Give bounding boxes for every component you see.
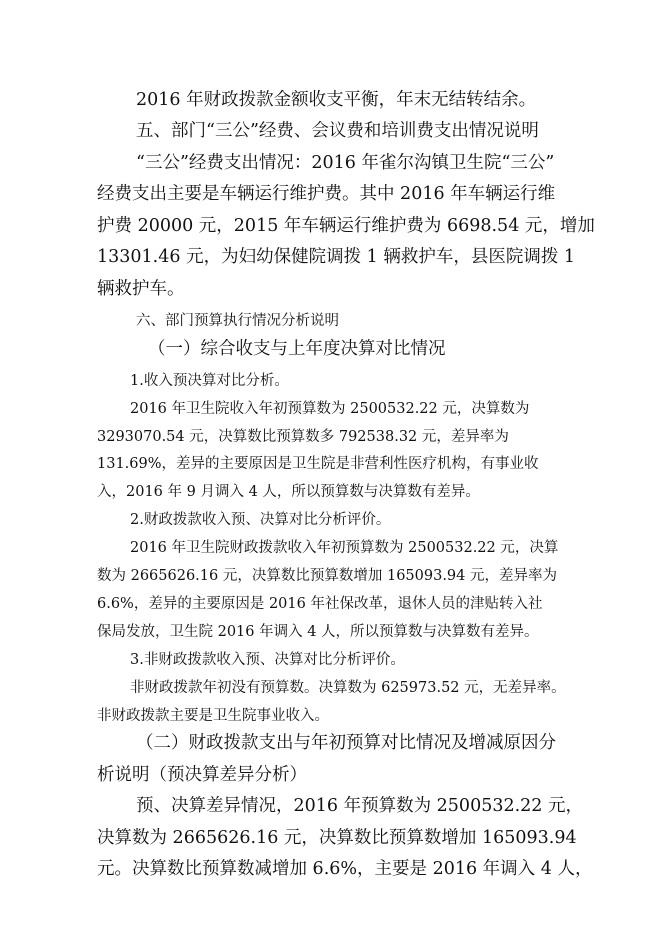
subsection-heading: （一）综合收支与上年度决算对比情况: [148, 339, 446, 359]
text-line: 决算数为 2665626.16 元，决算数比预算数增加 165093.94: [97, 828, 577, 848]
text-line: 2016 年卫生院财政拨款收入年初预算数为 2500532.22 元，决算: [130, 540, 559, 556]
text-line: 辆救护车。: [97, 279, 185, 299]
text-line: 2016 年卫生院收入年初预算数为 2500532.22 元，决算数为: [130, 401, 530, 417]
text-line: 元。决算数比预算数减增加 6.6%，主要是 2016 年调入 4 人，: [97, 859, 593, 879]
text-line: 3293070.54 元，决算数比预算数多 792538.32 元，差异率为: [97, 429, 509, 445]
text-line: 经费支出主要是车辆运行维护费。其中 2016 年车辆运行维: [97, 184, 556, 204]
text-line: 13301.46 元，为妇幼保健院调拨 1 辆救护车，县医院调拨 1: [97, 247, 576, 267]
text-line: 保局发放，卫生院 2016 年调入 4 人，所以预算数与决算数有差异。: [97, 624, 539, 640]
text-line: 护费 20000 元，2015 年车辆运行维护费为 6698.54 元，增加: [97, 216, 595, 236]
text-line: “三公”经费支出情况：2016 年雀尔沟镇卫生院“三公”: [136, 153, 555, 173]
section-heading: 六、部门预算执行情况分析说明: [136, 313, 339, 329]
text-line: 1.收入预决算对比分析。: [130, 373, 289, 389]
text-line: 131.69%，差异的主要原因是卫生院是非营利性医疗机构，有事业收: [97, 456, 539, 472]
text-line: 3.非财政拨款收入预、决算对比分析评价。: [130, 652, 405, 668]
text-line: 预、决算差异情况，2016 年预算数为 2500532.22 元，: [136, 796, 583, 816]
text-line: 数为 2665626.16 元，决算数比预算数增加 165093.94 元，差异率为: [97, 568, 557, 584]
text-line: 2016 年财政拨款金额收支平衡，年末无结转结余。: [136, 90, 537, 110]
subsection-heading: （二）财政拨款支出与年初预算对比情况及增减原因分: [136, 733, 556, 753]
text-line: 2.财政拨款收入预、决算对比分析评价。: [130, 512, 391, 528]
text-line: 非财政拨款主要是卫生院事业收入。: [97, 708, 329, 724]
subsection-heading: 析说明（预决算差异分析）: [97, 765, 307, 785]
section-heading: 五、部门“三公”经费、会议费和培训费支出情况说明: [136, 121, 539, 141]
text-line: 非财政拨款年初没有预算数。决算数为 625973.52 元，无差异率。: [130, 680, 566, 696]
text-line: 入，2016 年 9 月调入 4 人，所以预算数与决算数有差异。: [97, 484, 480, 500]
text-line: 6.6%，差异的主要原因是 2016 年社保改革，退休人员的津贴转入社: [97, 596, 543, 612]
